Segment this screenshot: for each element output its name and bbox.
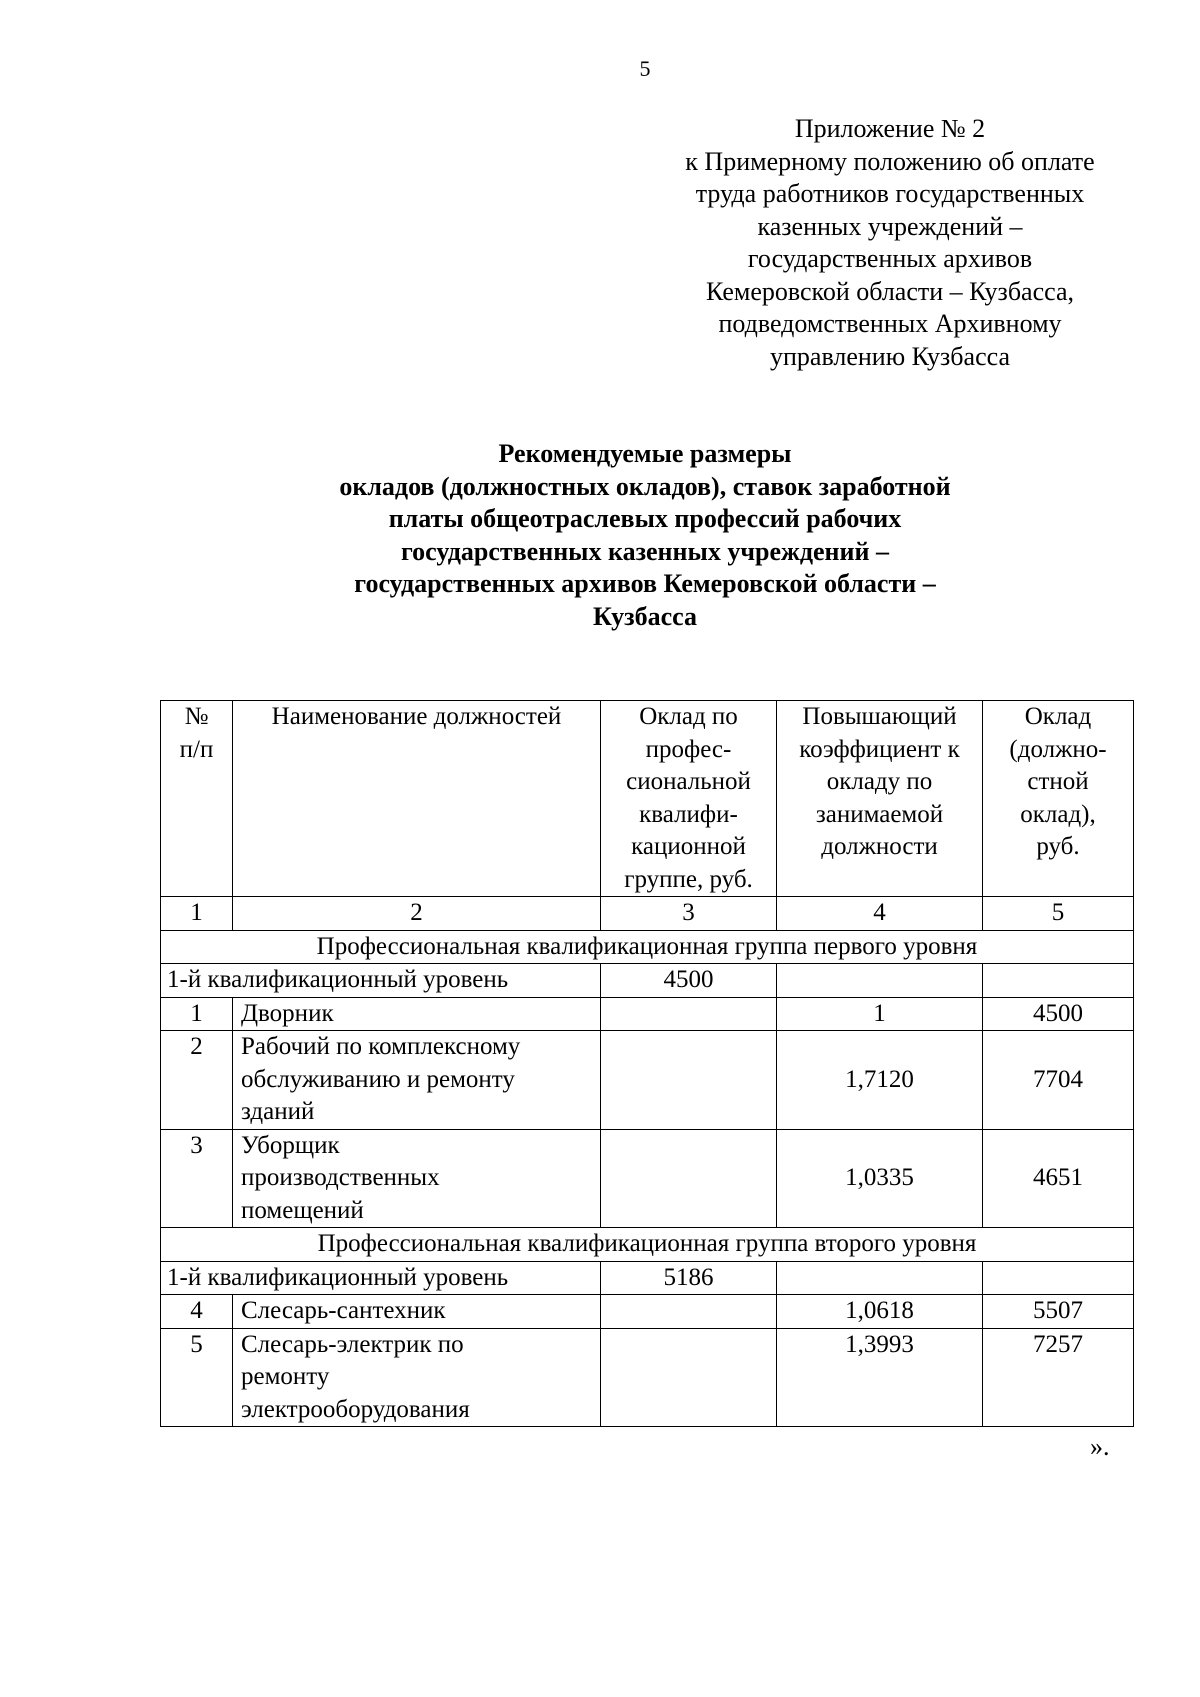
header-salary-line: руб. (1036, 833, 1080, 860)
empty-cell (601, 1328, 777, 1427)
header-salary-line: стной (1027, 768, 1089, 795)
column-number: 5 (983, 897, 1134, 931)
table-row (161, 1295, 1134, 1329)
salary-table (160, 700, 1134, 1427)
empty-cell (601, 1295, 777, 1329)
empty-cell (983, 964, 1134, 998)
qualification-level-label: 1-й квалификационный уровень (161, 964, 601, 998)
row-name (233, 1129, 601, 1228)
header-salary-line: (должно- (1009, 735, 1107, 763)
empty-cell (983, 1261, 1134, 1295)
header-coef-line: занимаемой (815, 800, 944, 828)
header-coef (777, 701, 983, 897)
appendix-line: подведомственных Архивному (718, 309, 1062, 338)
row-name-line: электрооборудования (241, 1395, 470, 1423)
empty-cell (601, 997, 777, 1031)
row-coef: 1,0618 (777, 1295, 983, 1329)
row-name (233, 1295, 601, 1329)
row-salary: 7704 (983, 1031, 1134, 1130)
table-row (161, 997, 1134, 1031)
title-line: окладов (должностных окладов), ставок заработной (339, 471, 951, 501)
title-line: государственных казенных учреждений – (401, 536, 889, 566)
header-base-line: сиональной (626, 768, 751, 795)
appendix-line: управлению Кузбасса (769, 341, 1011, 371)
title-line: Кузбасса (592, 601, 698, 631)
appendix-line: казенных учреждений – (757, 211, 1023, 241)
row-num: 2 (161, 1031, 233, 1130)
header-salary-line: Оклад (1024, 703, 1092, 730)
row-name-line: Рабочий по комплексному (241, 1033, 521, 1060)
empty-cell (601, 1129, 777, 1228)
header-base-line: Оклад по (639, 703, 738, 730)
row-name-line: Уборщик (241, 1131, 340, 1159)
row-name (233, 1031, 601, 1130)
qualification-level-label: 1-й квалификационный уровень (161, 1261, 601, 1295)
row-name-line: помещений (241, 1196, 364, 1224)
table-row (161, 1328, 1134, 1427)
qualification-level-row (161, 1261, 1134, 1295)
row-name (233, 997, 601, 1031)
qualification-level-base: 4500 (601, 964, 777, 998)
appendix-line: труда работников государственных (695, 179, 1085, 208)
title-line: Рекомендуемые размеры (498, 439, 792, 468)
row-name-line: Слесарь-сантехник (241, 1297, 446, 1324)
row-num: 5 (161, 1328, 233, 1427)
group-title-row (161, 1228, 1134, 1262)
table-header-row (161, 701, 1134, 897)
appendix-block (640, 113, 1140, 373)
group-title-row (161, 930, 1134, 964)
empty-cell (601, 1031, 777, 1130)
group-title: Профессиональная квалификационная группа второго уровня (161, 1228, 1134, 1262)
row-name (233, 1328, 601, 1427)
appendix-line: к Примерному положению об оплате (685, 146, 1095, 176)
appendix-line: Кемеровской области – Кузбасса, (705, 276, 1075, 306)
row-name-line: Дворник (241, 999, 334, 1027)
row-num: 1 (161, 997, 233, 1031)
row-coef: 1,0335 (777, 1129, 983, 1228)
column-number-row (161, 897, 1134, 931)
document-title (150, 438, 1140, 633)
row-num: 3 (161, 1129, 233, 1228)
header-base-line: квалифи- (639, 800, 738, 828)
qualification-level-base: 5186 (601, 1261, 777, 1295)
title-line: государственных архивов Кемеровской области – (354, 569, 936, 598)
closing-quote-mark: ». (1090, 1432, 1110, 1461)
header-base-line: кационной (631, 833, 746, 860)
header-salary (983, 701, 1134, 897)
column-number: 2 (233, 897, 601, 931)
appendix-line: Приложение № 2 (794, 114, 986, 143)
empty-cell (777, 964, 983, 998)
row-name-line: обслуживанию и ремонту (241, 1065, 515, 1093)
column-number: 3 (601, 897, 777, 931)
qualification-level-row (161, 964, 1134, 998)
row-salary: 4651 (983, 1129, 1134, 1228)
header-num-line: № (184, 703, 209, 730)
header-base (601, 701, 777, 897)
page-number: 5 (639, 56, 651, 81)
row-name-line: производственных (241, 1164, 440, 1191)
header-salary-line: оклад), (1020, 800, 1096, 828)
header-coef-line: коэффициент к (799, 735, 960, 763)
row-name-line: Слесарь-электрик по (241, 1330, 464, 1358)
row-name-line: зданий (241, 1098, 315, 1125)
column-number: 1 (161, 897, 233, 931)
header-num-line: п/п (179, 735, 214, 763)
group-title: Профессиональная квалификационная группа первого уровня (161, 930, 1134, 964)
row-coef: 1,3993 (777, 1328, 983, 1427)
empty-cell (777, 1261, 983, 1295)
row-coef: 1 (777, 997, 983, 1031)
header-coef-line: Повышающий (802, 703, 957, 730)
row-salary: 7257 (983, 1328, 1134, 1427)
row-salary: 4500 (983, 997, 1134, 1031)
header-base-line: группе, руб. (624, 865, 753, 893)
header-base-line: профес- (645, 735, 732, 763)
header-name (233, 701, 601, 897)
column-number: 4 (777, 897, 983, 931)
header-name-line: Наименование должностей (271, 703, 562, 730)
header-num (161, 701, 233, 897)
row-num: 4 (161, 1295, 233, 1329)
header-coef-line: должности (821, 833, 938, 860)
row-name-line: ремонту (241, 1363, 330, 1390)
table-row (161, 1129, 1134, 1228)
appendix-line: государственных архивов (747, 244, 1033, 273)
row-salary: 5507 (983, 1295, 1134, 1329)
header-coef-line: окладу по (826, 768, 933, 795)
row-coef: 1,7120 (777, 1031, 983, 1130)
table-row (161, 1031, 1134, 1130)
title-line: платы общеотраслевых профессий рабочих (388, 504, 902, 533)
